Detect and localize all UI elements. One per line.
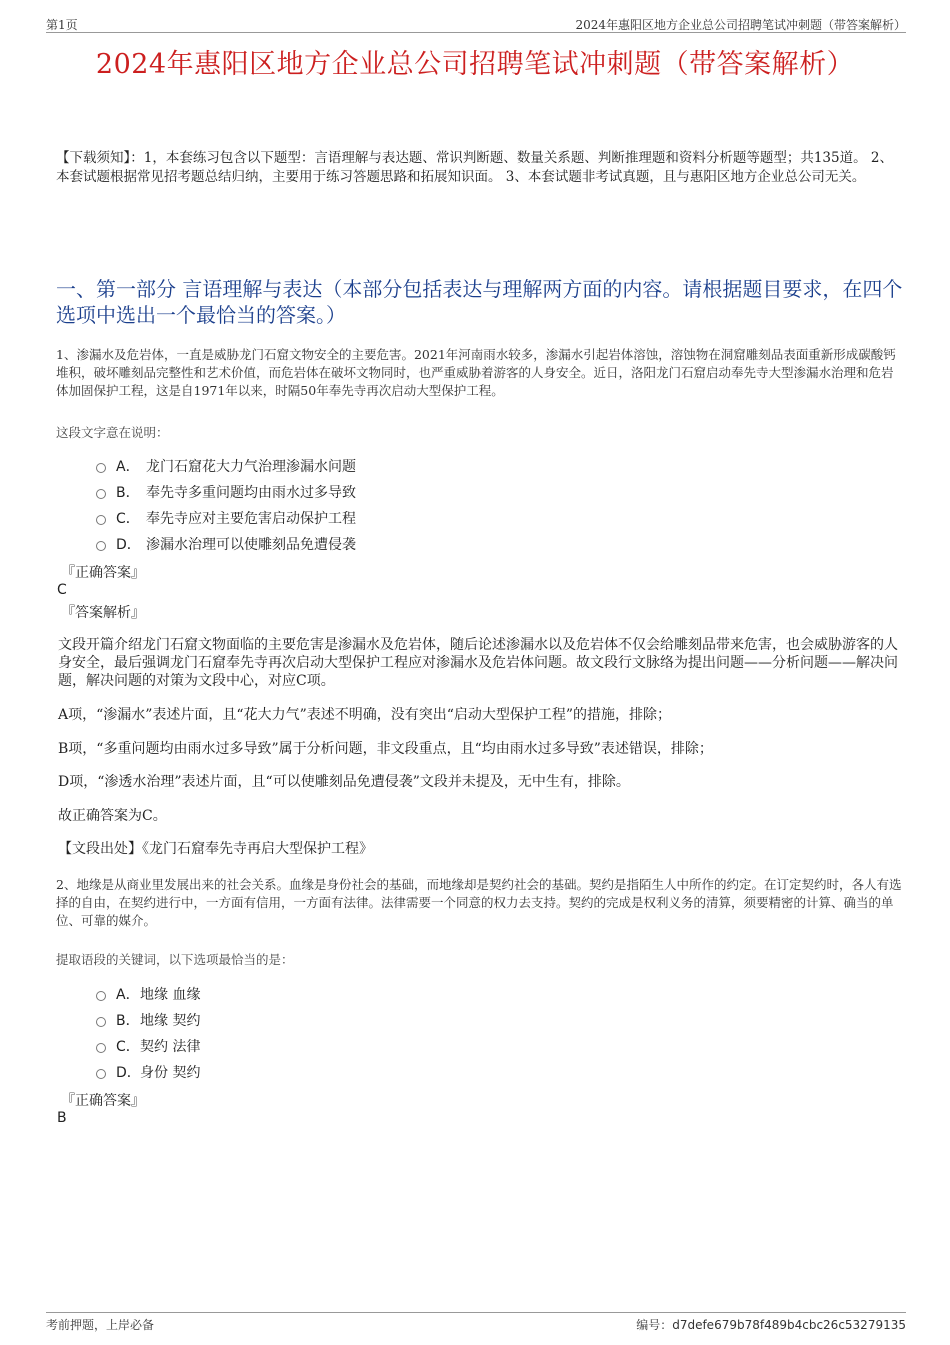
option-b[interactable]: [96, 1007, 200, 1033]
analysis-option-d: D项，“渗透水治理”表述片面，且“可以使雕刻品免遭侵袭”文段并未提及，无中生有，排除。: [58, 774, 630, 790]
option-a[interactable]: [96, 981, 200, 1007]
question-1-prompt: 这段文字意在说明：: [56, 425, 169, 440]
footer-code: [636, 1316, 906, 1333]
document-code: d7defe679b78f489b4cbc26c53279135: [672, 1318, 906, 1332]
radio-button[interactable]: [96, 991, 106, 1001]
option-text: 龙门石窟花大力气治理渗漏水问题: [146, 459, 356, 475]
option-text: 地缘 契约: [140, 1013, 201, 1029]
question-2-text: 2、地缘是从商业里发展出来的社会关系。血缘是身份社会的基础，而地缘却是契约社会的基础。契约是指陌生人中所作的约定。在订定契约时，各人有选择的自由，在契约进行中，一方面有信用，一方面有法律。法律需要一个同意的权力去支持。契约的完成是权利义务的清算，须要精密的计算、确当的单位、可靠的媒介。: [56, 877, 902, 928]
answer-label: 『正确答案』: [61, 565, 145, 581]
option-letter: C．: [116, 511, 140, 527]
header-doc-title: 2024年惠阳区地方企业总公司招聘笔试冲刺题（带答案解析）: [575, 18, 906, 32]
analysis-paragraph: 文段开篇介绍龙门石窟文物面临的主要危害是渗漏水及危岩体，随后论述渗漏水以及危岩体不仅会给雕刻品带来危害，也会威胁游客的人身安全，最后强调龙门石窟奉先寺再次启动大型保护工程应对渗漏水及危岩体问题。故文段行文脉络为提出问题——分析问题——解决问题，解决问题的对策为文段中心，对应C项。: [58, 637, 898, 689]
option-letter: D．: [116, 1065, 141, 1081]
analysis-conclusion: 故正确答案为C。: [58, 808, 167, 824]
option-letter: C．: [116, 1039, 140, 1055]
option-text: 渗漏水治理可以使雕刻品免遭侵袭: [146, 537, 356, 553]
option-text: 奉先寺多重问题均由雨水过多导致: [146, 485, 356, 501]
radio-button[interactable]: [96, 463, 106, 473]
footer-slogan: 考前押题，上岸必备: [46, 1318, 155, 1332]
answer-label: 『正确答案』: [61, 1093, 145, 1109]
page-header: [46, 14, 906, 33]
radio-button[interactable]: [96, 1069, 106, 1079]
option-d[interactable]: [96, 1059, 200, 1085]
question-1-text: 1、渗漏水及危岩体，一直是威胁龙门石窟文物安全的主要危害。2021年河南雨水较多，渗漏水引起岩体溶蚀，溶蚀物在洞窟雕刻品表面重新形成碳酸钙堆积，破坏雕刻品完整性和艺术价值，而危岩体在破坏文物同时，也严重威胁着游客的人身安全。近日，洛阳龙门石窟启动奉先寺大型渗漏水治理和危岩体加固保护工程，这是自1971年以来，时隔50年奉先寺再次启动大型保护工程。: [56, 347, 896, 398]
option-letter: D．: [116, 537, 141, 553]
correct-answer: B: [57, 1110, 67, 1126]
option-text: 身份 契约: [140, 1065, 201, 1081]
option-letter: B．: [116, 1013, 140, 1029]
option-text: 地缘 血缘: [140, 987, 201, 1003]
question-2-options: [96, 981, 200, 1085]
option-a[interactable]: [96, 453, 356, 479]
radio-button[interactable]: [96, 541, 106, 551]
option-c[interactable]: [96, 505, 356, 531]
footer-code-label: 编号：: [636, 1318, 673, 1332]
analysis-option-b: B项，“多重问题均由雨水过多导致”属于分析问题，非文段重点，且“均由雨水过多导致”表述错误，排除；: [58, 741, 713, 757]
question-1-options: [96, 453, 356, 557]
radio-button[interactable]: [96, 1043, 106, 1053]
radio-button[interactable]: [96, 515, 106, 525]
analysis-option-a: A项，“渗漏水”表述片面，且“花大力气”表述不明确，没有突出“启动大型保护工程”的措施，排除；: [58, 707, 672, 723]
option-letter: A．: [116, 987, 140, 1003]
page-number: 第1页: [46, 18, 78, 32]
option-text: 契约 法律: [140, 1039, 201, 1055]
option-c[interactable]: [96, 1033, 200, 1059]
document-title: 2024年惠阳区地方企业总公司招聘笔试冲刺题（带答案解析）: [95, 49, 855, 80]
option-text: 奉先寺应对主要危害启动保护工程: [146, 511, 356, 527]
radio-button[interactable]: [96, 1017, 106, 1027]
analysis-label: 『答案解析』: [61, 605, 145, 621]
option-letter: A．: [116, 459, 140, 475]
analysis-source: 【文段出处】《龙门石窟奉先寺再启大型保护工程》: [58, 841, 373, 857]
page-footer: [46, 1312, 906, 1333]
correct-answer: C: [57, 582, 67, 598]
radio-button[interactable]: [96, 489, 106, 499]
option-letter: B．: [116, 485, 140, 501]
option-d[interactable]: [96, 531, 356, 557]
option-b[interactable]: [96, 479, 356, 505]
download-notice: 【下载须知】：1，本套练习包含以下题型：言语理解与表达题、常识判断题、数量关系题、判断推理题和资料分析题等题型；共135道。 2、本套试题根据常见招考题总结归纳，主要用于练习答题思路和拓展知识面。 3、本套试题非考试真题，且与惠阳区地方企业总公司无关。: [56, 150, 893, 185]
section-heading: 一、第一部分 言语理解与表达（本部分包括表达与理解两方面的内容。请根据题目要求，在四个选项中选出一个最恰当的答案。）: [56, 277, 903, 327]
question-2-prompt: 提取语段的关键词，以下选项最恰当的是：: [56, 952, 294, 967]
